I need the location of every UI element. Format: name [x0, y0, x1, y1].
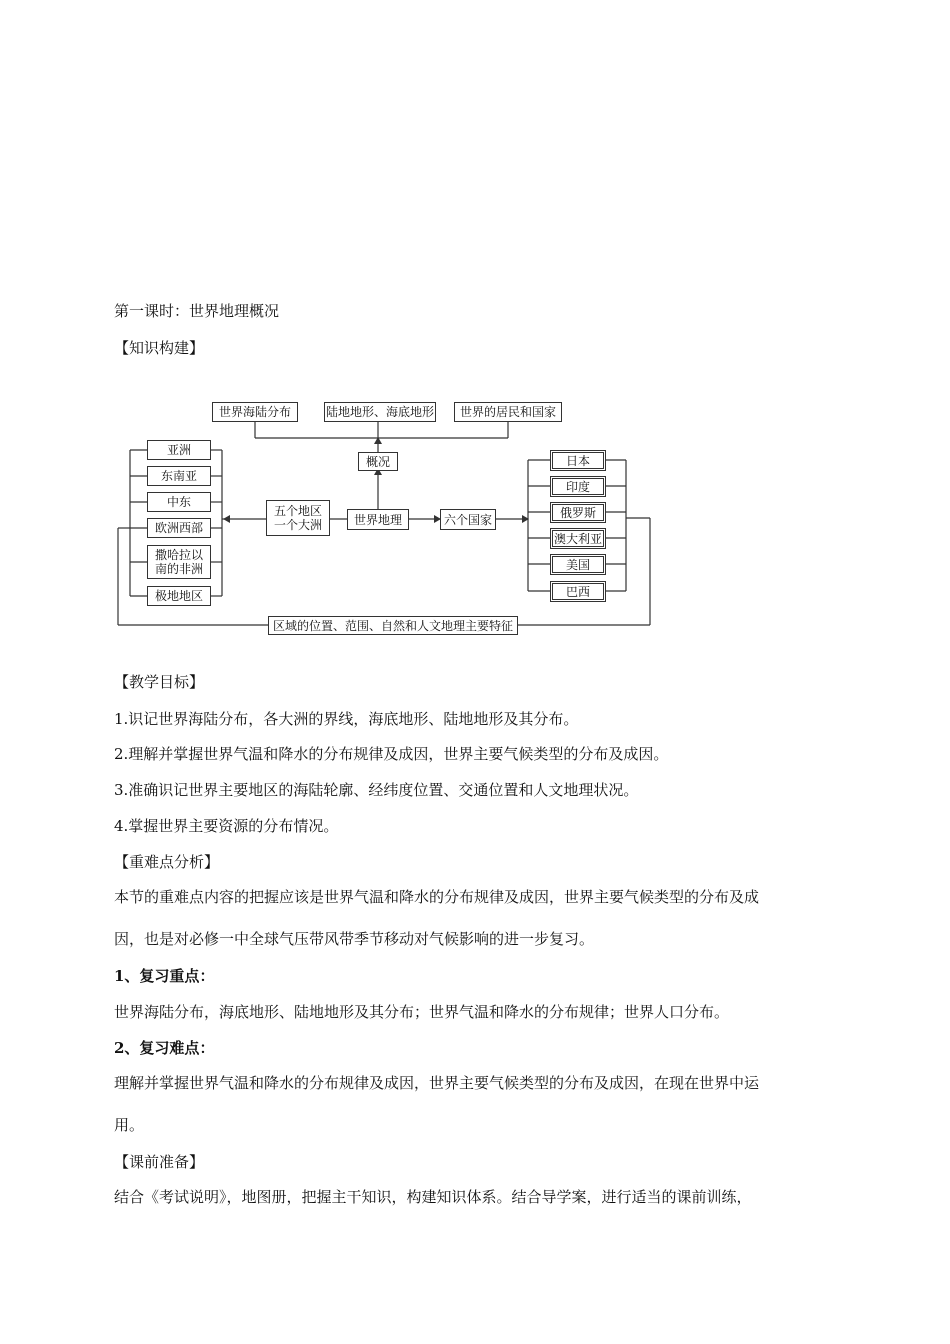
box-population-countries: 世界的居民和国家 [454, 402, 562, 422]
goal-3: 3.准确识记世界主要地区的海陆轮廓、经纬度位置、交通位置和人文地理状况。 [114, 781, 639, 799]
analysis-text-line2: 因，也是对必修一中全球气压带风带季节移动对气候影响的进一步复习。 [114, 930, 595, 948]
region-polar: 极地地区 [147, 586, 211, 606]
knowledge-diagram [110, 392, 670, 642]
section-goals: 【教学目标】 [114, 673, 205, 691]
box-five-regions: 五个地区 一个大洲 [266, 500, 330, 536]
analysis-text-line1: 本节的重难点内容的把握应该是世界气温和降水的分布规律及成因，世界主要气候类型的分布及成 [114, 888, 760, 906]
region-western-europe: 欧洲西部 [147, 518, 211, 538]
goal-4: 4.掌握世界主要资源的分布情况。 [114, 817, 339, 835]
country-australia: 澳大利亚 [550, 528, 606, 549]
region-sub-saharan-africa: 撒哈拉以 南的非洲 [147, 545, 211, 579]
box-overview: 概况 [358, 452, 398, 471]
difficult-points-line1: 理解并掌握世界气温和降水的分布规律及成因，世界主要气候类型的分布及成因，在现在世界中运 [114, 1074, 760, 1092]
box-world-land-sea: 世界海陆分布 [212, 402, 298, 422]
difficult-points-title: 2、复习难点： [114, 1039, 215, 1057]
section-analysis: 【重难点分析】 [114, 853, 220, 871]
country-usa: 美国 [550, 554, 606, 575]
difficult-points-line2: 用。 [114, 1116, 145, 1134]
key-points-title: 1、复习重点： [114, 967, 215, 985]
region-asia: 亚洲 [147, 440, 211, 460]
country-japan: 日本 [550, 450, 606, 471]
country-brazil: 巴西 [550, 581, 606, 602]
section-prep: 【课前准备】 [114, 1153, 205, 1171]
box-region-features: 区域的位置、范围、自然和人文地理主要特征 [268, 616, 518, 635]
country-india: 印度 [550, 476, 606, 497]
country-russia: 俄罗斯 [550, 502, 606, 523]
section-knowledge: 【知识构建】 [114, 339, 205, 357]
box-six-countries: 六个国家 [440, 509, 496, 530]
goal-2: 2.理解并掌握世界气温和降水的分布规律及成因，世界主要气候类型的分布及成因。 [114, 745, 669, 763]
box-landforms: 陆地地形、海底地形 [324, 402, 436, 422]
region-middle-east: 中东 [147, 492, 211, 512]
key-points-text: 世界海陆分布，海底地形、陆地地形及其分布；世界气温和降水的分布规律；世界人口分布。 [114, 1003, 730, 1021]
box-world-geography: 世界地理 [347, 509, 409, 530]
region-southeast-asia: 东南亚 [147, 466, 211, 486]
goal-1: 1.识记世界海陆分布，各大洲的界线，海底地形、陆地地形及其分布。 [114, 710, 579, 728]
lesson-title: 第一课时：世界地理概况 [114, 302, 280, 320]
prep-text: 结合《考试说明》，地图册，把握主干知识，构建知识体系。结合导学案，进行适当的课前训练， [114, 1188, 752, 1206]
